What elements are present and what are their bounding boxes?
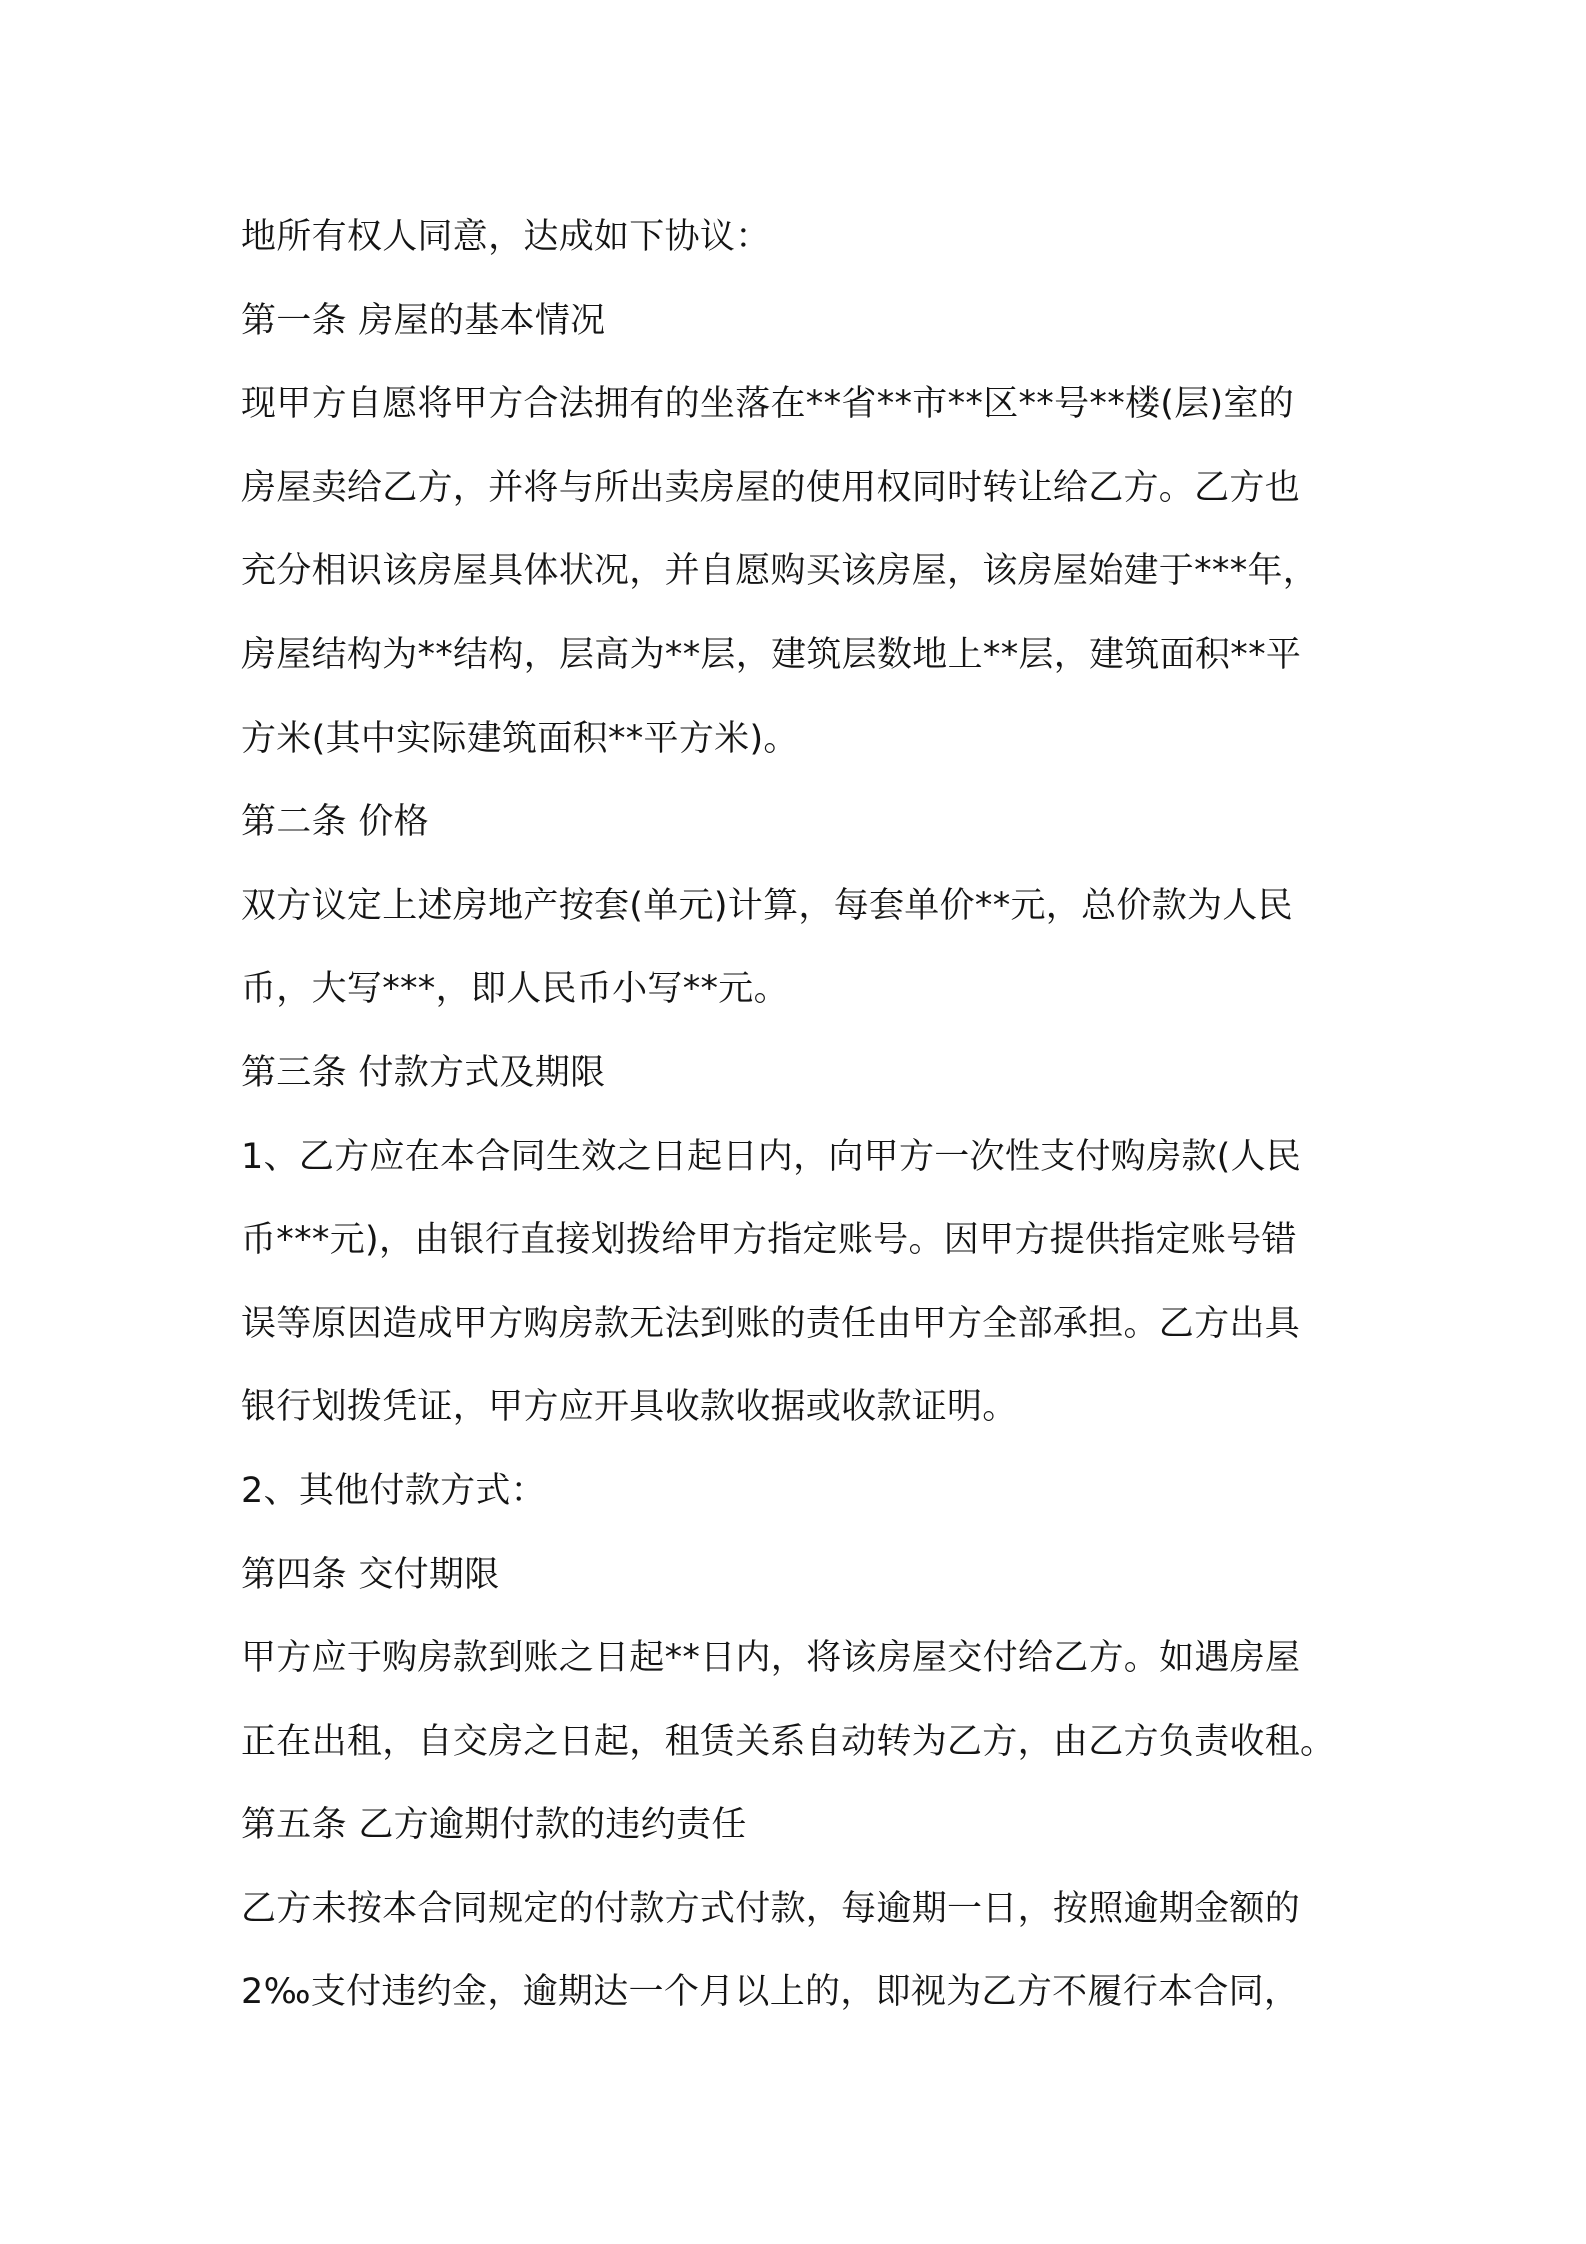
- body-line: 币，大写***，即人民币小写**元。: [241, 969, 789, 1010]
- article-heading: 第五条 乙方逾期付款的违约责任: [241, 1805, 747, 1846]
- body-line: 方米(其中实际建筑面积**平方米)。: [241, 718, 799, 759]
- body-line: 甲方应于购房款到账之日起**日内，将该房屋交付给乙方。如遇房屋: [241, 1638, 1301, 1679]
- body-line: 1、乙方应在本合同生效之日起日内，向甲方一次性支付购房款(人民: [241, 1136, 1302, 1177]
- article-heading: 第四条 交付期限: [241, 1554, 500, 1595]
- body-line: 正在出租，自交房之日起，租赁关系自动转为乙方，由乙方负责收租。: [241, 1721, 1336, 1762]
- body-line: 房屋卖给乙方，并将与所出卖房屋的使用权同时转让给乙方。乙方也: [241, 467, 1301, 508]
- body-line: 双方议定上述房地产按套(单元)计算，每套单价**元，总价款为人民: [241, 885, 1293, 926]
- article-heading: 第二条 价格: [241, 802, 429, 843]
- body-line: 房屋结构为**结构，层高为**层，建筑层数地上**层，建筑面积**平: [241, 634, 1302, 675]
- article-heading: 第一条 房屋的基本情况: [241, 300, 606, 341]
- body-line: 现甲方自愿将甲方合法拥有的坐落在**省**市**区**号**楼(层)室的: [241, 384, 1295, 425]
- body-line: 误等原因造成甲方购房款无法到账的责任由甲方全部承担。乙方出具: [241, 1303, 1301, 1344]
- body-line: 地所有权人同意，达成如下协议：: [241, 217, 771, 257]
- body-line: 2、其他付款方式：: [241, 1470, 546, 1511]
- body-line: 乙方未按本合同规定的付款方式付款，每逾期一日，按照逾期金额的: [241, 1888, 1301, 1929]
- article-heading: 第三条 付款方式及期限: [241, 1052, 606, 1093]
- body-line: 银行划拨凭证，甲方应开具收款收据或收款证明。: [241, 1387, 1018, 1428]
- body-line: 币***元)，由银行直接划拨给甲方指定账号。因甲方提供指定账号错: [241, 1220, 1297, 1261]
- body-line: 2‰支付违约金，逾期达一个月以上的，即视为乙方不履行本合同，: [241, 1972, 1300, 2013]
- body-line: 充分相识该房屋具体状况，并自愿购买该房屋，该房屋始建于***年，: [241, 551, 1319, 592]
- document-body: [241, 196, 1361, 2035]
